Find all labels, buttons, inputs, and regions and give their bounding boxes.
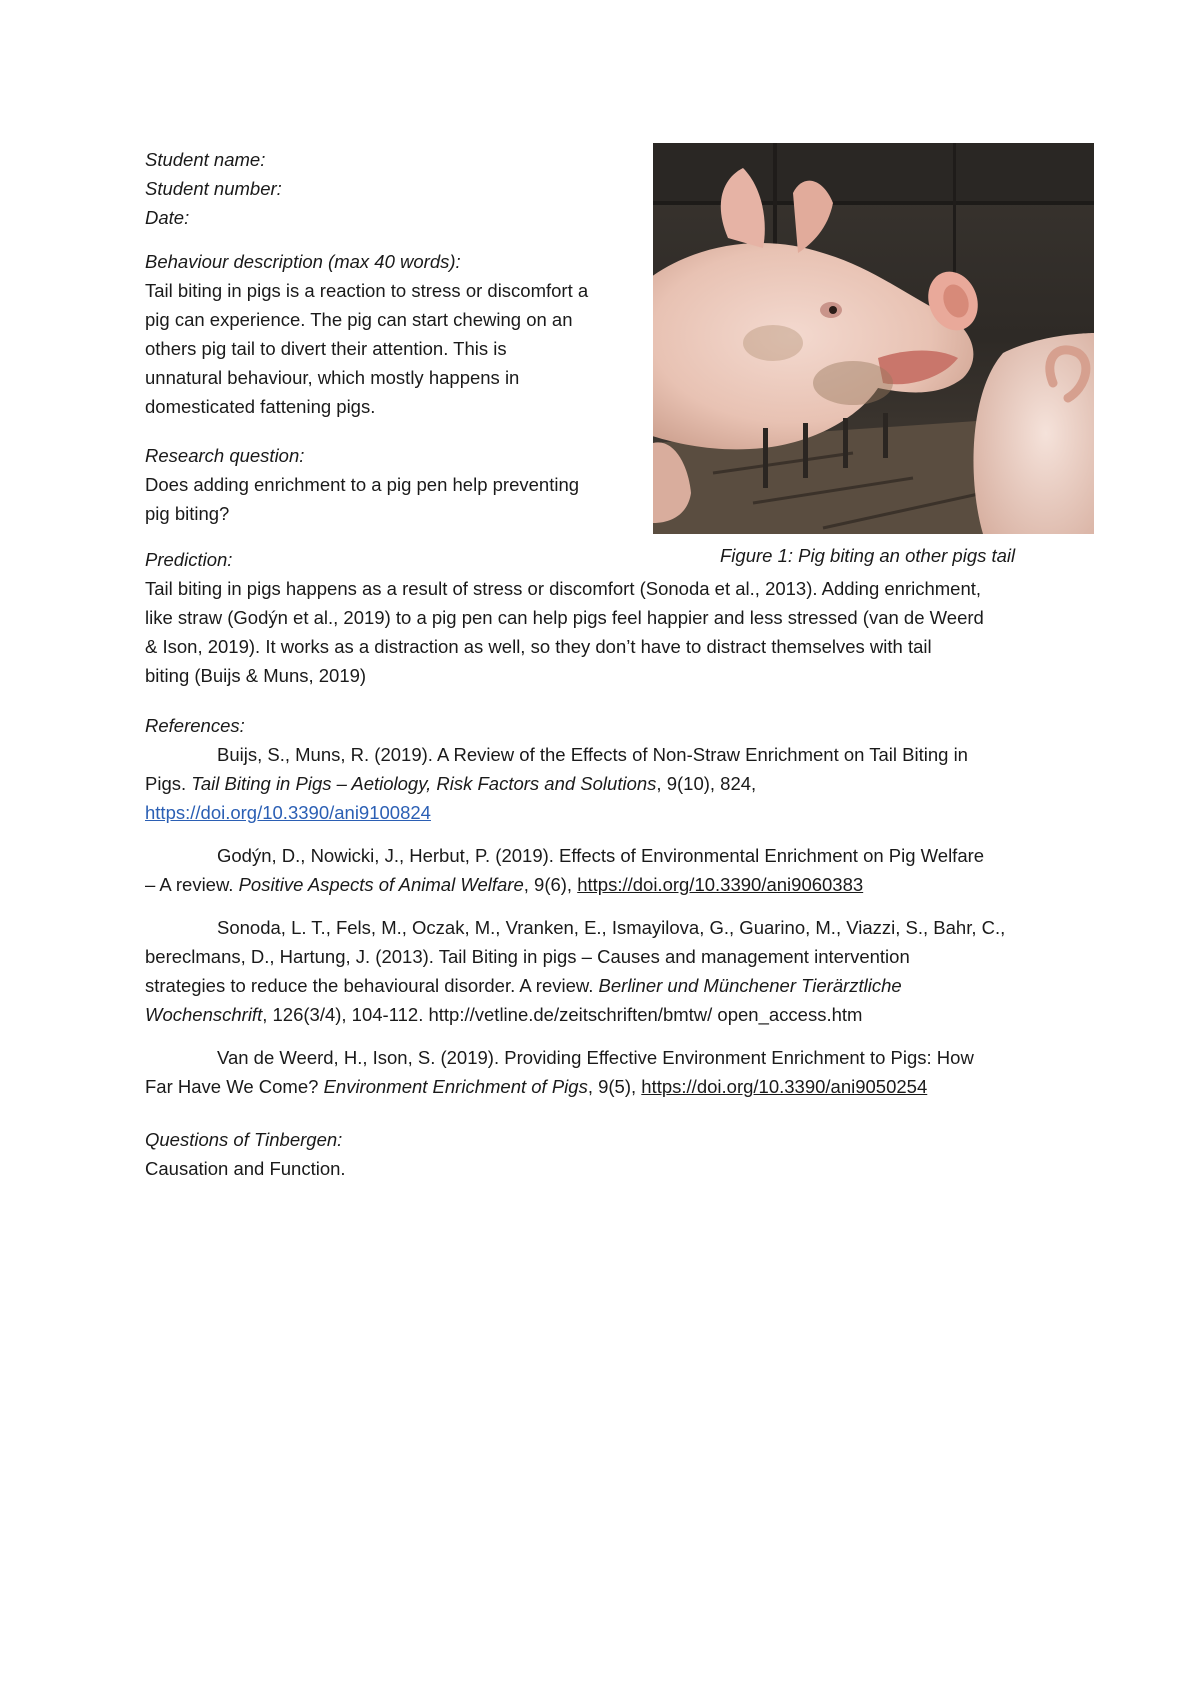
reference-doi-link[interactable]: https://doi.org/10.3390/ani9060383: [577, 874, 864, 895]
pig-photo-image: [653, 143, 1094, 534]
prediction-heading: Prediction:: [145, 549, 233, 570]
reference-journal: Wochenschrift: [145, 1004, 263, 1025]
behaviour-line: others pig tail to divert their attention. This is: [145, 338, 507, 359]
references-heading: References:: [145, 715, 245, 736]
research-line: Does adding enrichment to a pig pen help preventing: [145, 474, 580, 495]
pig-photo-icon: [653, 143, 1094, 534]
reference-part: , 9(10), 824,: [656, 773, 757, 794]
reference-text: [145, 1000, 1005, 1029]
reference-item: [145, 740, 1005, 827]
reference-text: Godýn, D., Nowicki, J., Herbut, P. (2019). Effects of Environmental Enrichment on Pig Welfare: [217, 845, 985, 866]
reference-part: , 9(5),: [587, 1076, 642, 1097]
tinbergen-section: [145, 1125, 346, 1183]
reference-item: [145, 841, 1005, 899]
prediction-line: like straw (Godýn et al., 2019) to a pig pen can help pigs feel happier and less stressed (van de Weerd: [145, 607, 984, 628]
reference-text: Van de Weerd, H., Ison, S. (2019). Providing Effective Environment Enrichment to Pigs: How: [217, 1047, 974, 1068]
reference-part: Pigs.: [145, 773, 192, 794]
tinbergen-answer: Causation and Function.: [145, 1158, 346, 1179]
reference-item: [145, 1043, 1005, 1101]
research-heading: Research question:: [145, 445, 305, 466]
reference-journal: Environment Enrichment of Pigs: [323, 1076, 588, 1097]
reference-part: Far Have We Come?: [145, 1076, 324, 1097]
reference-text: bereclmans, D., Hartung, J. (2013). Tail Biting in pigs – Causes and management intervention: [145, 946, 910, 967]
reference-link-line: [145, 798, 1005, 827]
behaviour-heading: Behaviour description (max 40 words):: [145, 251, 461, 272]
prediction-line: Tail biting in pigs happens as a result of stress or discomfort (Sonoda et al., 2013). Adding enrichment,: [145, 578, 982, 599]
reference-text: [145, 971, 1005, 1000]
behaviour-line: Tail biting in pigs is a reaction to stress or discomfort a: [145, 280, 589, 301]
reference-text: Sonoda, L. T., Fels, M., Oczak, M., Vranken, E., Ismayilova, G., Guarino, M., Viazzi, S., Bahr, C.,: [217, 917, 1006, 938]
reference-part: – A review.: [145, 874, 239, 895]
reference-item: [145, 913, 1005, 1029]
reference-journal: Berliner und Münchener Tierärztliche: [598, 975, 902, 996]
reference-text: [145, 1072, 1005, 1101]
reference-journal: Positive Aspects of Animal Welfare: [238, 874, 524, 895]
reference-journal: Tail Biting in Pigs – Aetiology, Risk Factors and Solutions: [191, 773, 657, 794]
reference-text: [145, 769, 1005, 798]
references-section: [145, 711, 1005, 1115]
student-header: [145, 145, 282, 232]
research-section: [145, 441, 579, 528]
reference-part: , 9(6),: [523, 874, 578, 895]
student-number-label: Student number:: [145, 178, 282, 199]
behaviour-line: pig can experience. The pig can start chewing on an: [145, 309, 573, 330]
reference-part: , 126(3/4), 104-112. http://vetline.de/zeitschriften/bmtw/ open_access.htm: [262, 1004, 863, 1025]
reference-doi-link[interactable]: https://doi.org/10.3390/ani9100824: [145, 802, 431, 823]
prediction-line: & Ison, 2019). It works as a distraction as well, so they don’t have to distract themselves with tail: [145, 636, 932, 657]
figure-caption: Figure 1: Pig biting an other pigs tail: [720, 545, 1016, 566]
student-name-label: Student name:: [145, 149, 266, 170]
behaviour-line: unnatural behaviour, which mostly happens in: [145, 367, 520, 388]
tinbergen-heading: Questions of Tinbergen:: [145, 1129, 343, 1150]
reference-doi-link[interactable]: https://doi.org/10.3390/ani9050254: [641, 1076, 928, 1097]
reference-text: Buijs, S., Muns, R. (2019). A Review of the Effects of Non-Straw Enrichment on Tail Biting in: [217, 744, 968, 765]
reference-part: strategies to reduce the behavioural disorder. A review.: [145, 975, 599, 996]
reference-text: [145, 870, 1005, 899]
prediction-line: biting (Buijs & Muns, 2019): [145, 665, 367, 686]
research-line: pig biting?: [145, 503, 230, 524]
date-label: Date:: [145, 207, 190, 228]
behaviour-section: [145, 247, 588, 421]
behaviour-line: domesticated fattening pigs.: [145, 396, 376, 417]
